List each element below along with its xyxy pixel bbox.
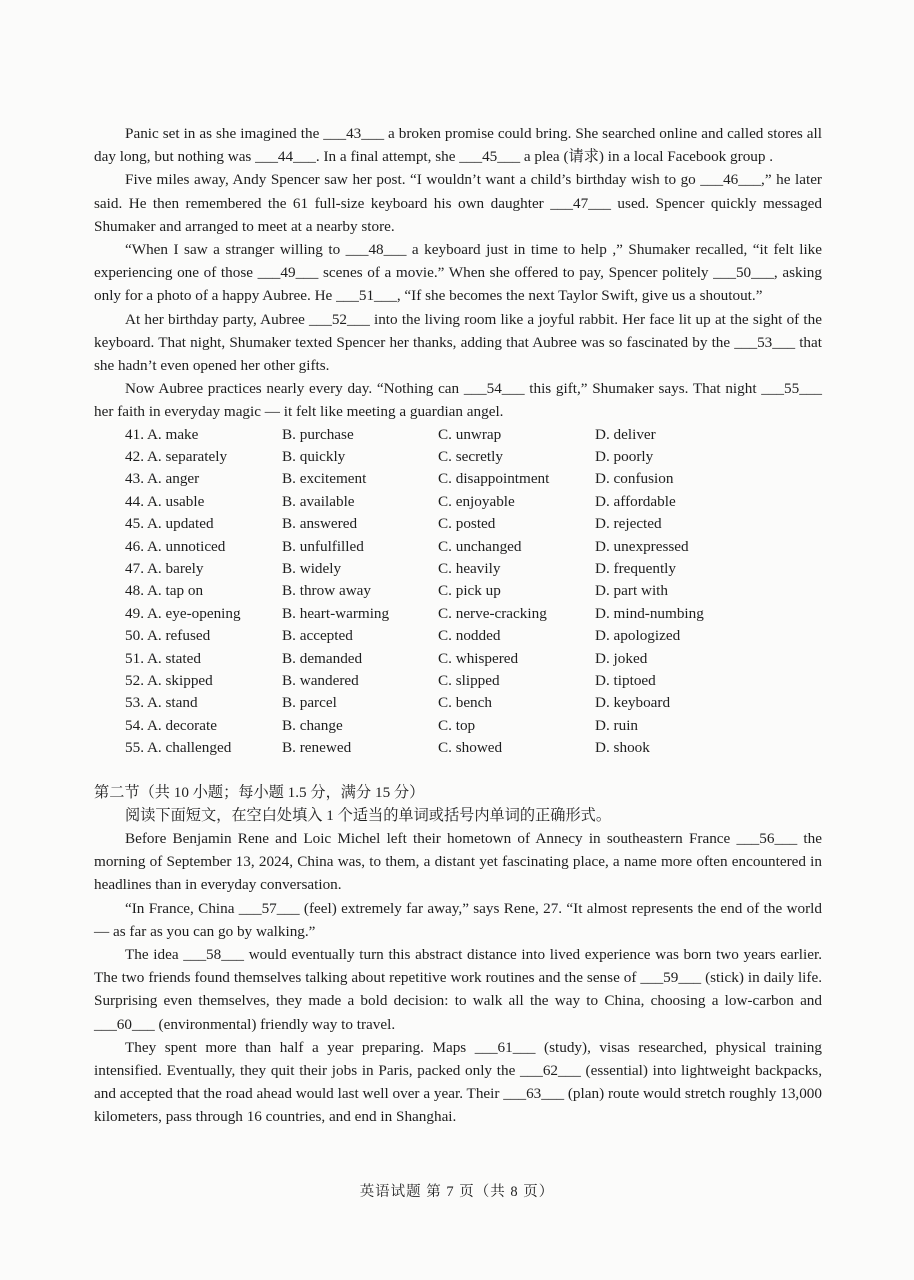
option-choice: B. widely [282,559,342,577]
option-choice: C. unchanged [438,537,522,555]
option-choice: D. deliver [595,425,656,443]
option-choice: C. unwrap [438,425,502,443]
option-choice: B. excitement [282,470,367,488]
option-choice: C. nerve-cracking [438,604,547,622]
option-choice: C. secretly [438,448,503,466]
passage-paragraph: Five miles away, Andy Spencer saw her post. “I wouldn’t want a child’s birthday wish to go ___46___,” he later said. He then remembered the 61 full-size keyboard his own daughter ___47___ used. Spencer quickly messaged Shumaker and arranged to meet at a nearby store. [94,171,822,235]
option-choice: B. renewed [282,739,352,757]
option-choice: C. nodded [438,627,501,645]
option-choice: D. affordable [595,492,676,510]
exam-page [94,122,822,1129]
option-row [94,670,822,692]
passage-paragraph: “When I saw a stranger willing to ___48___ a keyboard just in time to help ,” Shumaker recalled, “it felt like experiencing one of those ___49___ scenes of a movie.” When she offered to pay, Spencer politely ___50___, asking only for a photo of a happy Aubree. He ___51___, “If she becomes the next Taylor Swift, give us a shoutout.” [94,241,822,305]
option-choice: D. part with [595,582,668,600]
option-choice: 48. A. tap on [125,582,204,600]
option-row [94,580,822,602]
option-choice: B. available [282,492,355,510]
passage-paragraph: “In France, China ___57___ (feel) extremely far away,” says Rene, 27. “It almost represents the end of the world — as far as you can go by walking.” [94,899,822,940]
option-choice: C. showed [438,739,503,757]
option-row [94,692,822,714]
option-choice: D. frequently [595,559,676,577]
cloze-passage [94,122,822,424]
option-choice: B. parcel [282,694,337,712]
option-choice: B. answered [282,515,358,533]
page-footer: 英语试题 第 7 页（共 8 页） [359,1184,555,1200]
option-choice: D. mind-numbing [595,604,704,622]
passage-paragraph: Panic set in as she imagined the ___43___ a broken promise could bring. She searched online and called stores all day long, but nothing was ___44___. In a final attempt, she ___45___ a plea (请求) in a local Facebook group . [94,125,822,166]
passage-paragraph: Now Aubree practices nearly every day. “Nothing can ___54___ this gift,” Shumaker says. That night ___55___ her faith in everyday magic — it felt like meeting a guardian angel. [94,380,822,421]
option-row [94,625,822,647]
option-choice: 44. A. usable [125,492,205,510]
option-choice: 43. A. anger [125,470,200,488]
option-choice: B. change [282,716,343,734]
option-choice: C. pick up [438,582,501,600]
option-choice: D. rejected [595,515,662,533]
option-choice: C. disappointment [438,470,550,488]
passage-paragraph: The idea ___58___ would eventually turn this abstract distance into lived experience was born two years earlier. The two friends found themselves talking about repetitive work routines and the sense of ___59___ (stick) in daily life. Surprising even themselves, they made a bold decision: to walk all the way to China, choosing a low-carbon and ___60___ (environmental) friendly way to travel. [94,945,822,1033]
option-choice: D. shook [595,739,650,757]
option-choice: 55. A. challenged [125,739,232,757]
option-choice: 52. A. skipped [125,671,213,689]
section-title: 第二节（共 10 小题；每小题 1.5 分，满分 15 分） [94,783,425,801]
option-row [94,737,822,759]
option-choice: 51. A. stated [125,649,201,667]
option-choice: B. unfulfilled [282,537,364,555]
option-choice: D. unexpressed [595,537,689,555]
option-choice: B. wandered [282,671,359,689]
option-choice: D. confusion [595,470,674,488]
section-two [94,781,822,1129]
option-choice: 50. A. refused [125,627,211,645]
option-choice: D. keyboard [595,694,671,712]
option-choice: D. apologized [595,627,681,645]
option-choice: D. joked [595,649,648,667]
option-row [94,715,822,737]
passage-paragraph: They spent more than half a year preparing. Maps ___61___ (study), visas researched, physical training intensified. Eventually, they quit their jobs in Paris, packed only the ___62___ (essential) into lightweight backpacks, and accepted that the road ahead would last well over a year. Their ___63___ (plan) route would stretch roughly 13,000 kilometers, pass through 16 countries, and end in Shanghai. [94,1038,822,1126]
passage-paragraph: At her birthday party, Aubree ___52___ into the living room like a joyful rabbit. Her face lit up at the sight of the keyboard. That night, Shumaker texted Spencer her thanks, adding that Aubree was so fascinated by the ___53___ that she hadn’t even opened her other gifts. [94,310,822,375]
answer-options [94,424,822,760]
option-choice: 47. A. barely [125,559,204,577]
option-row [94,603,822,625]
option-choice: B. heart-warming [282,604,390,622]
option-choice: B. accepted [282,627,353,645]
option-choice: B. throw away [282,582,371,600]
option-choice: C. top [438,716,476,734]
option-choice: B. purchase [282,425,354,443]
option-choice: C. enjoyable [438,492,515,510]
option-choice: 54. A. decorate [125,716,217,734]
option-choice: C. posted [438,515,496,533]
option-row [94,491,822,513]
option-choice: C. whispered [438,649,519,667]
option-row [94,424,822,446]
option-row [94,513,822,535]
option-choice: 49. A. eye-opening [125,604,241,622]
option-choice: 41. A. make [125,425,199,443]
option-choice: 46. A. unnoticed [125,537,226,555]
option-choice: B. quickly [282,448,346,466]
option-row [94,648,822,670]
option-row [94,446,822,468]
option-choice: D. ruin [595,716,639,734]
option-choice: D. poorly [595,448,654,466]
option-choice: B. demanded [282,649,363,667]
option-choice: C. slipped [438,671,500,689]
option-row [94,558,822,580]
passage-paragraph: Before Benjamin Rene and Loic Michel left their hometown of Annecy in southeastern France ___56___ the morning of September 13, 2024, China was, to them, a distant yet fascinating place, a name more often encountered in headlines than in everyday conversation. [94,829,822,894]
option-row [94,468,822,490]
option-choice: 42. A. separately [125,448,228,466]
option-choice: C. heavily [438,559,501,577]
option-row [94,536,822,558]
section-instruction: 阅读下面短文，在空白处填入 1 个适当的单词或括号内单词的正确形式。 [125,806,611,824]
option-choice: C. bench [438,694,492,712]
option-choice: 53. A. stand [125,694,198,712]
option-choice: D. tiptoed [595,671,656,689]
option-choice: 45. A. updated [125,515,214,533]
